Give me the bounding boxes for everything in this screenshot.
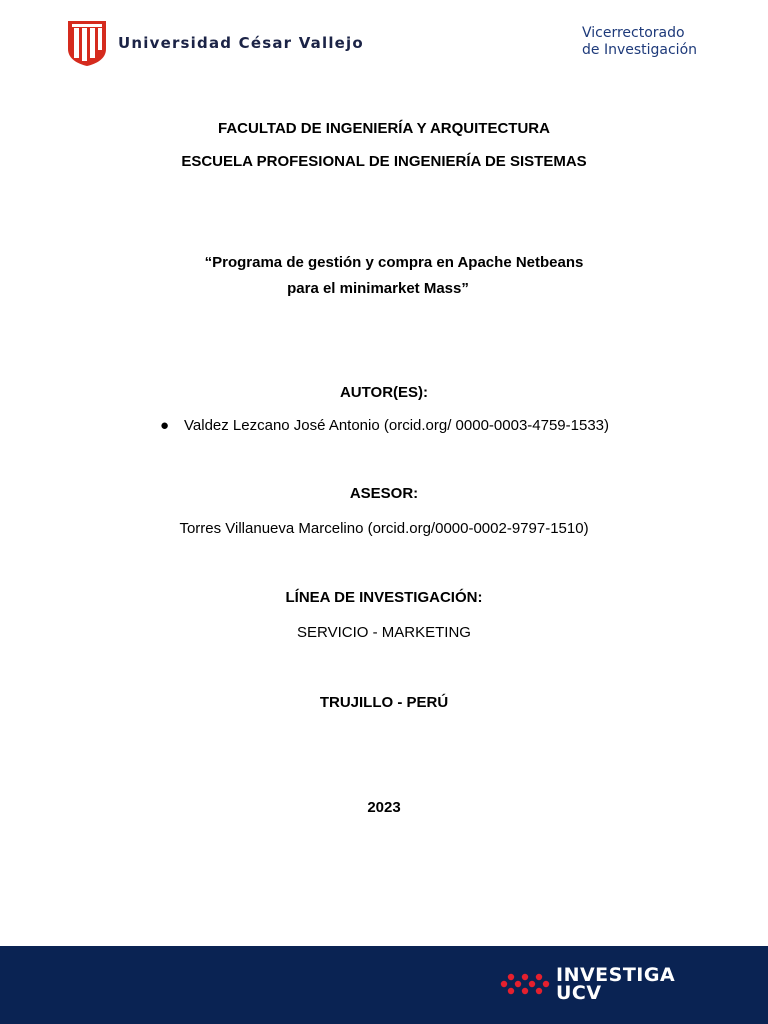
authors-heading: AUTOR(ES):: [339, 384, 429, 401]
year: 2023: [367, 799, 401, 816]
faculty-heading: FACULTAD DE INGENIERÍA Y ARQUITECTURA: [218, 120, 550, 137]
investiga-line2: UCV: [556, 982, 602, 1004]
vice-rectorate-label: [582, 25, 697, 59]
school-heading: ESCUELA PROFESIONAL DE INGENIERÍA DE SISTEMAS: [181, 153, 587, 170]
university-logo: [66, 18, 364, 68]
thesis-title-line1: “Programa de gestión y compra en Apache Netbeans: [204, 254, 584, 271]
research-line-heading: LÍNEA DE INVESTIGACIÓN:: [285, 589, 483, 606]
university-name: Universidad César Vallejo: [118, 34, 364, 52]
investiga-line1: INVESTIGA: [556, 964, 676, 986]
thesis-title-line2: para el minimarket Mass”: [287, 280, 469, 297]
author-name: Valdez Lezcano José Antonio (orcid.org/ 0000-0003-4759-1533): [184, 417, 610, 434]
vice-rectorate-line1: Vicerrectorado: [582, 25, 685, 41]
advisor-heading: ASESOR:: [349, 485, 419, 502]
research-line-value: SERVICIO - MARKETING: [297, 624, 471, 641]
location: TRUJILLO - PERÚ: [319, 694, 449, 711]
investiga-dots-icon: [498, 969, 550, 999]
ucv-shield-icon: [66, 19, 108, 67]
vice-rectorate-line2: de Investigación: [582, 42, 698, 58]
investiga-ucv-logo: [498, 966, 675, 1002]
author-list-item: [160, 417, 609, 434]
investiga-ucv-text: [556, 966, 675, 1002]
advisor-name: Torres Villanueva Marcelino (orcid.org/0000-0002-9797-1510): [179, 520, 589, 537]
bullet-icon: ●: [160, 417, 170, 434]
